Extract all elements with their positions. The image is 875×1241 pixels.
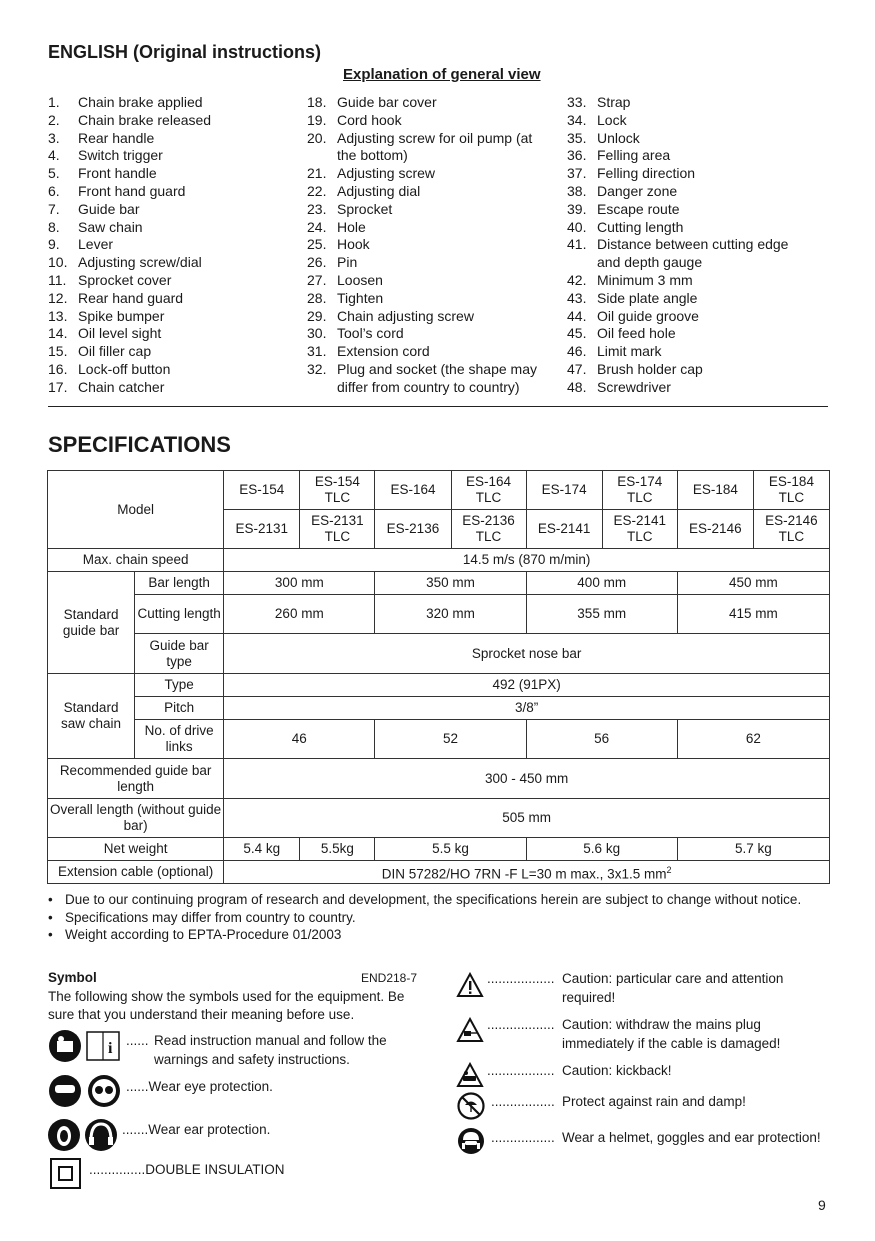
- table-row: [48, 861, 830, 884]
- cutting-length-cell: 415 mm: [677, 595, 829, 634]
- item-number: 34.: [567, 111, 587, 128]
- list-item: [48, 308, 278, 326]
- caution-icon: [456, 972, 484, 998]
- list-item: [48, 219, 278, 237]
- item-number: 36.: [567, 147, 587, 164]
- cutting-length-cell: 260 mm: [224, 595, 375, 634]
- item-number: 25.: [307, 236, 327, 253]
- item-text: Cutting length: [597, 218, 684, 235]
- specifications-title: SPECIFICATIONS: [48, 432, 231, 457]
- item-text: Rear hand guard: [78, 289, 184, 306]
- bar-length-cell: 400 mm: [526, 572, 677, 595]
- item-text: Front hand guard: [78, 182, 186, 199]
- list-item: [567, 130, 807, 148]
- type-value: 492 (91PX): [224, 674, 830, 697]
- symbol-double-insulation: ...............DOUBLE INSULATION: [89, 1162, 285, 1177]
- net-weight-label: Net weight: [48, 838, 224, 861]
- item-number: 12.: [48, 289, 68, 306]
- list-item: [567, 379, 807, 397]
- list-item: [307, 290, 552, 308]
- eye-protection-icon: [48, 1074, 122, 1108]
- net-weight-cell: 5.5kg: [300, 838, 375, 861]
- model-cell: ES-164: [375, 471, 451, 510]
- type-label: Type: [135, 674, 224, 697]
- item-text: Switch trigger: [78, 147, 163, 164]
- item-number: 33.: [567, 94, 587, 110]
- item-text: Cord hook: [337, 111, 402, 128]
- item-number: 38.: [567, 182, 587, 199]
- item-number: 45.: [567, 325, 587, 342]
- item-number: 15.: [48, 343, 68, 360]
- table-row: [48, 720, 830, 759]
- net-weight-cell: 5.4 kg: [224, 838, 300, 861]
- bar-length-cell: 300 mm: [224, 572, 375, 595]
- list-item: [48, 254, 278, 272]
- item-text: Felling direction: [597, 165, 696, 182]
- item-text: Sprocket: [337, 200, 393, 217]
- list-item: [48, 165, 278, 183]
- model-cell: ES-2131: [224, 510, 300, 549]
- item-number: 26.: [307, 254, 327, 271]
- item-text: Tighten: [337, 289, 384, 306]
- item-text: Strap: [597, 94, 631, 110]
- recommended-guide-bar-label: Recommended guide bar length: [48, 759, 224, 799]
- item-text: Tool’s cord: [337, 325, 404, 342]
- model-cell: ES-174 TLC: [602, 471, 677, 510]
- no-rain-icon: [457, 1092, 485, 1120]
- list-item: [567, 201, 807, 219]
- item-text: Unlock: [597, 129, 640, 146]
- item-text: Chain adjusting screw: [337, 307, 474, 324]
- item-number: 48.: [567, 378, 587, 395]
- list-item: [48, 343, 278, 361]
- item-text: Oil filler cap: [78, 343, 152, 360]
- standard-saw-chain-label: Standard saw chain: [48, 674, 135, 759]
- model-cell: ES-2136: [375, 510, 451, 549]
- item-text: Lock: [597, 111, 627, 128]
- page-number: 9: [818, 1197, 826, 1213]
- item-text: Adjusting screw/dial: [78, 254, 202, 271]
- item-number: 16.: [48, 360, 68, 377]
- item-text: Oil guide groove: [597, 307, 699, 324]
- divider: [48, 406, 828, 407]
- list-item: [567, 272, 807, 290]
- item-number: 30.: [307, 325, 327, 342]
- item-text: Plug and socket (the shape may differ from country to country): [337, 360, 538, 395]
- item-text: Rear handle: [78, 129, 155, 146]
- model-cell: ES-2136 TLC: [451, 510, 526, 549]
- item-text: Adjusting screw for oil pump (at the bottom): [337, 129, 533, 164]
- list-item: [48, 361, 278, 379]
- ear-protection-icon: [48, 1118, 120, 1152]
- item-text: Front handle: [78, 165, 157, 182]
- symbol-read-manual: ...... Read instruction manual and follow the warnings and safety instructions.: [126, 1033, 387, 1067]
- item-number: 27.: [307, 271, 327, 288]
- item-number: 14.: [48, 325, 68, 342]
- symbol-rain: ................. Protect against rain and damp!: [491, 1094, 746, 1109]
- item-number: 20.: [307, 129, 327, 146]
- item-number: 23.: [307, 200, 327, 217]
- parts-list-column-3: [567, 94, 807, 397]
- list-item: [48, 94, 278, 112]
- double-insulation-icon: [50, 1158, 82, 1190]
- spec-notes: [48, 891, 828, 944]
- extension-cable-value: DIN 57282/HO 7RN -F L=30 m max., 3x1.5 $mm^2$: [224, 861, 830, 884]
- guide-bar-type-label: Guide bar type: [135, 634, 224, 674]
- list-item: [307, 165, 552, 183]
- cutting-length-label: Cutting length: [135, 595, 224, 634]
- item-number: 21.: [307, 165, 327, 182]
- symbol-ear-protection: .......Wear ear protection.: [122, 1122, 271, 1137]
- item-number: 32.: [307, 360, 327, 377]
- table-row: [48, 799, 830, 838]
- symbol-unplug: .................. Caution: withdraw the mains plug immediately if the cable is damaged!: [487, 1017, 781, 1051]
- max-speed-label: Max. chain speed: [48, 549, 224, 572]
- model-cell: ES-154 TLC: [300, 471, 375, 510]
- standard-guide-bar-label: Standard guide bar: [48, 572, 135, 674]
- item-number: 24.: [307, 218, 327, 235]
- item-text: Extension cord: [337, 343, 430, 360]
- specifications-table: [47, 470, 830, 884]
- list-item: [48, 201, 278, 219]
- item-number: 31.: [307, 343, 327, 360]
- model-cell: ES-184 TLC: [753, 471, 829, 510]
- item-number: 5.: [48, 165, 60, 182]
- list-item: [307, 361, 552, 397]
- list-item: [567, 325, 807, 343]
- max-speed-value: 14.5 m/s (870 m/min): [224, 549, 830, 572]
- parts-list-column-2: [307, 94, 552, 397]
- item-number: 40.: [567, 218, 587, 235]
- table-row: [48, 634, 830, 674]
- parts-list-column-1: [48, 94, 278, 397]
- list-item: [307, 94, 552, 112]
- list-item: [307, 343, 552, 361]
- item-number: 11.: [48, 271, 67, 288]
- list-item: [48, 236, 278, 254]
- symbol-caution: .................. Caution: particular care and attention required!: [487, 971, 784, 1005]
- item-number: 41.: [567, 236, 587, 253]
- item-text: Lever: [78, 236, 114, 253]
- item-number: 29.: [307, 307, 327, 324]
- symbol-kickback: .................. Caution: kickback!: [487, 1063, 672, 1078]
- list-item: [567, 343, 807, 361]
- item-text: Guide bar: [78, 200, 140, 217]
- list-item: [48, 272, 278, 290]
- list-item: [567, 94, 807, 112]
- list-item: [567, 147, 807, 165]
- model-cell: ES-164 TLC: [451, 471, 526, 510]
- item-number: 37.: [567, 165, 587, 182]
- list-item: • Specifications may differ from country to country.: [48, 909, 356, 925]
- item-number: 6.: [48, 182, 60, 199]
- item-text: Chain brake released: [78, 111, 212, 128]
- bar-length-cell: 350 mm: [375, 572, 526, 595]
- list-item: [307, 236, 552, 254]
- list-item: • Weight according to EPTA-Procedure 01/2003: [48, 927, 342, 943]
- item-text: Spike bumper: [78, 307, 165, 324]
- item-text: Brush holder cap: [597, 360, 703, 377]
- list-item: [307, 183, 552, 201]
- list-item: [48, 325, 278, 343]
- overall-length-label: Overall length (without guide bar): [48, 799, 224, 838]
- pitch-value: 3/8”: [224, 697, 830, 720]
- drive-links-cell: 46: [224, 720, 375, 759]
- item-text: Felling area: [597, 147, 671, 164]
- table-row: [48, 674, 830, 697]
- unplug-caution-icon: [456, 1017, 484, 1043]
- item-number: 9.: [48, 236, 60, 253]
- cutting-length-cell: 355 mm: [526, 595, 677, 634]
- model-cell: ES-2141: [526, 510, 602, 549]
- item-number: 17.: [48, 378, 68, 395]
- item-text: Escape route: [597, 200, 680, 217]
- item-number: 2.: [48, 111, 60, 128]
- item-text: Chain brake applied: [78, 94, 203, 110]
- section-subheading: Explanation of general view: [343, 66, 541, 83]
- item-number: 18.: [307, 94, 327, 110]
- table-row: [48, 549, 830, 572]
- symbol-code: END218-7: [361, 971, 418, 985]
- item-number: 42.: [567, 271, 587, 288]
- model-cell: ES-2146: [677, 510, 753, 549]
- list-item: [48, 130, 278, 148]
- list-item: [307, 112, 552, 130]
- item-text: Saw chain: [78, 218, 143, 235]
- item-text: Minimum 3 mm: [597, 271, 693, 288]
- model-cell: ES-154: [224, 471, 300, 510]
- list-item: [48, 379, 278, 397]
- list-item: [567, 236, 807, 272]
- item-number: 7.: [48, 200, 60, 217]
- item-text: Chain catcher: [78, 378, 165, 395]
- item-number: 22.: [307, 182, 327, 199]
- list-item: [307, 219, 552, 237]
- guide-bar-type-value: Sprocket nose bar: [224, 634, 830, 674]
- model-label: Model: [48, 471, 224, 549]
- item-number: 1.: [48, 94, 60, 110]
- bar-length-cell: 450 mm: [677, 572, 829, 595]
- list-item: [307, 130, 552, 166]
- overall-length-value: 505 mm: [224, 799, 830, 838]
- item-text: Danger zone: [597, 182, 678, 199]
- symbol-eye-protection: ......Wear eye protection.: [126, 1079, 273, 1094]
- list-item: [48, 183, 278, 201]
- list-item: [307, 308, 552, 326]
- item-number: 4.: [48, 147, 60, 164]
- item-number: 46.: [567, 343, 587, 360]
- list-item: [567, 308, 807, 326]
- list-item: [567, 112, 807, 130]
- item-number: 8.: [48, 218, 60, 235]
- item-text: Sprocket cover: [78, 271, 172, 288]
- item-text: Adjusting dial: [337, 182, 421, 199]
- item-text: Hole: [337, 218, 366, 235]
- table-row: [48, 471, 830, 510]
- item-text: Oil level sight: [78, 325, 162, 342]
- item-text: Distance between cutting edge and depth gauge: [597, 236, 789, 271]
- drive-links-label: No. of drive links: [135, 720, 224, 759]
- table-row: [48, 838, 830, 861]
- list-item: [48, 290, 278, 308]
- list-item: [307, 254, 552, 272]
- net-weight-cell: 5.6 kg: [526, 838, 677, 861]
- model-cell: ES-2146 TLC: [753, 510, 829, 549]
- kickback-icon: [456, 1062, 484, 1088]
- read-manual-icon: [48, 1029, 120, 1063]
- symbol-helmet: ................. Wear a helmet, goggles and ear protection!: [491, 1130, 821, 1145]
- table-row: [48, 595, 830, 634]
- item-text: Pin: [337, 254, 358, 271]
- item-number: 28.: [307, 289, 327, 306]
- list-item: [567, 183, 807, 201]
- list-item: [307, 272, 552, 290]
- symbol-intro: The following show the symbols used for the equipment. Be sure that you understand their meaning before use.: [48, 989, 405, 1022]
- list-item: [567, 361, 807, 379]
- item-number: 44.: [567, 307, 587, 324]
- net-weight-cell: 5.5 kg: [375, 838, 526, 861]
- net-weight-cell: 5.7 kg: [677, 838, 829, 861]
- item-text: Adjusting screw: [337, 165, 436, 182]
- model-cell: ES-184: [677, 471, 753, 510]
- item-number: 19.: [307, 111, 327, 128]
- list-item: [48, 112, 278, 130]
- item-number: 39.: [567, 200, 587, 217]
- page-heading: ENGLISH (Original instructions): [48, 42, 322, 62]
- model-cell: ES-2131 TLC: [300, 510, 375, 549]
- list-item: • Due to our continuing program of research and development, the specifications herein are subject to change without notice.: [48, 892, 802, 907]
- symbol-title: Symbol: [48, 970, 97, 985]
- model-cell: ES-2141 TLC: [602, 510, 677, 549]
- item-text: Loosen: [337, 271, 383, 288]
- table-row: [48, 572, 830, 595]
- item-text: Limit mark: [597, 343, 662, 360]
- svg-text:i: i: [108, 1040, 113, 1057]
- item-text: Screwdriver: [597, 378, 671, 395]
- item-number: 10.: [48, 254, 68, 271]
- item-text: Lock-off button: [78, 360, 171, 377]
- list-item: [307, 201, 552, 219]
- model-cell: ES-174: [526, 471, 602, 510]
- table-row: [48, 759, 830, 799]
- pitch-label: Pitch: [135, 697, 224, 720]
- drive-links-cell: 52: [375, 720, 526, 759]
- item-text: Side plate angle: [597, 289, 698, 306]
- drive-links-cell: 62: [677, 720, 829, 759]
- helmet-icon: [457, 1127, 485, 1155]
- list-item: [567, 290, 807, 308]
- bar-length-label: Bar length: [135, 572, 224, 595]
- recommended-guide-bar-value: 300 - 450 mm: [224, 759, 830, 799]
- item-text: Hook: [337, 236, 370, 253]
- extension-cable-label: Extension cable (optional): [48, 861, 224, 884]
- table-row: [48, 697, 830, 720]
- item-text: Guide bar cover: [337, 94, 437, 110]
- list-item: [567, 165, 807, 183]
- item-text: Oil feed hole: [597, 325, 676, 342]
- item-number: 35.: [567, 129, 587, 146]
- cutting-length-cell: 320 mm: [375, 595, 526, 634]
- item-number: 43.: [567, 289, 587, 306]
- item-number: 47.: [567, 360, 587, 377]
- drive-links-cell: 56: [526, 720, 677, 759]
- list-item: [307, 325, 552, 343]
- list-item: [48, 147, 278, 165]
- item-number: 3.: [48, 129, 60, 146]
- list-item: [567, 219, 807, 237]
- item-number: 13.: [48, 307, 68, 324]
